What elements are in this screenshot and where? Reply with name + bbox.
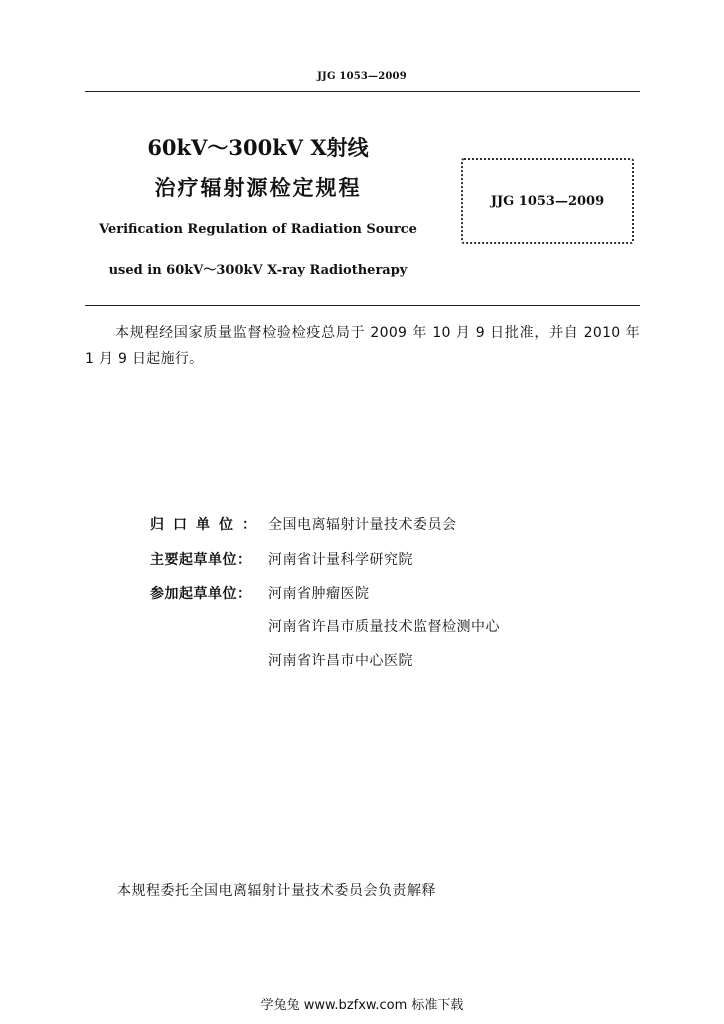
- title-chinese-line1: 60kV～300kV X射线: [147, 135, 369, 160]
- standard-code-box: [461, 158, 634, 244]
- participant-item: 河南省肿瘤医院: [268, 586, 370, 602]
- owner-unit-row: [150, 514, 457, 534]
- header-standard-code: JJG 1053—2009: [317, 71, 407, 82]
- standard-code-text: JJG 1053—2009: [490, 193, 605, 209]
- interpretation-note: 本规程委托全国电离辐射计量技术委员会负责解释: [117, 883, 436, 899]
- participants-label: 参加起草单位：: [150, 586, 252, 602]
- section-rule: [85, 305, 640, 306]
- participants-row: [150, 583, 370, 603]
- owner-unit-value: 全国电离辐射计量技术委员会: [268, 517, 457, 533]
- owner-unit-label: 归口单位：: [150, 517, 265, 533]
- participants-row-2: [150, 616, 500, 636]
- main-drafter-value: 河南省计量科学研究院: [268, 552, 413, 568]
- participant-item: 河南省许昌市中心医院: [268, 653, 413, 669]
- footer-watermark: 学兔兔 www.bzfxw.com 标准下载: [260, 998, 464, 1013]
- header-rule: [85, 91, 640, 92]
- main-drafter-label: 主要起草单位：: [150, 552, 252, 568]
- participant-item: 河南省许昌市质量技术监督检测中心: [268, 619, 500, 635]
- approval-paragraph: 本规程经国家质量监督检验检疫总局于 2009 年 10 月 9 日批准，并自 2010 年 1 月 9 日起施行。: [85, 325, 640, 367]
- participants-row-3: [150, 650, 413, 670]
- main-drafter-row: [150, 549, 413, 569]
- title-english-line1: Verification Regulation of Radiation Source: [99, 222, 417, 237]
- title-chinese-line2: 治疗辐射源检定规程: [154, 175, 362, 200]
- title-english-line2: used in 60kV～300kV X-ray Radiotherapy: [108, 263, 408, 278]
